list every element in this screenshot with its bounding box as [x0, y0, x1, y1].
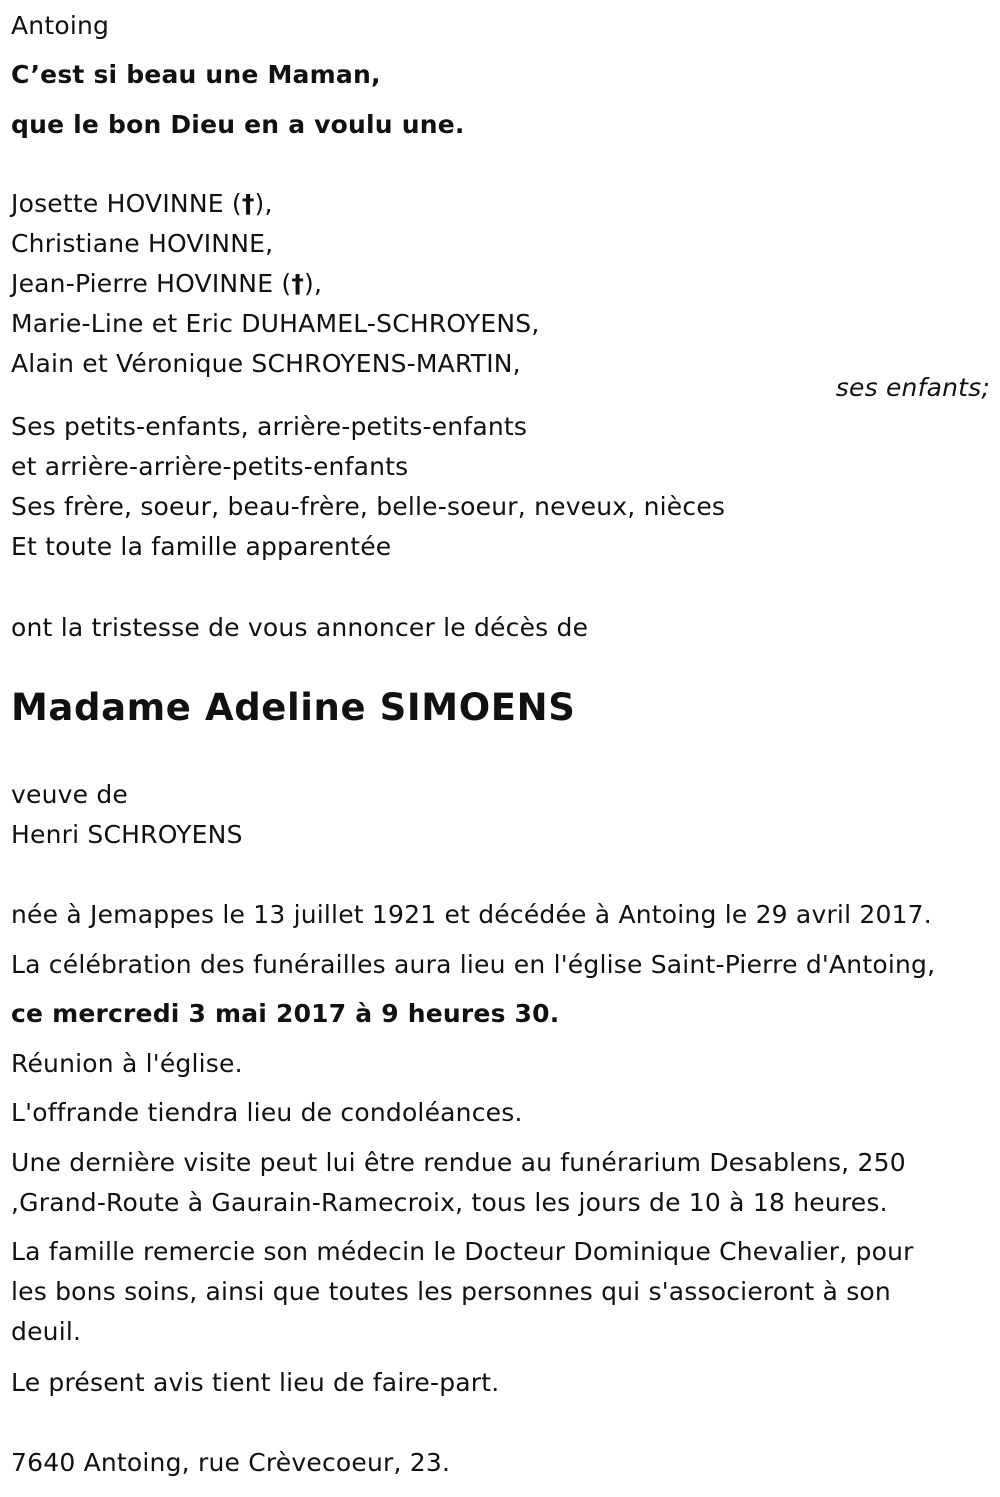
children-label: ses enfants;	[835, 373, 990, 402]
child-3: Jean-Pierre HOVINNE (†),	[11, 269, 323, 298]
offering: L'offrande tiendra lieu de condoléances.	[11, 1098, 523, 1127]
child-name: Jean-Pierre HOVINNE	[11, 269, 274, 298]
family-line-3: Ses frère, soeur, beau-frère, belle-soeur, neveux, nièces	[11, 492, 726, 521]
child-5: Alain et Véronique SCHROYENS-MARTIN,	[11, 349, 521, 378]
epigraph-line-1: C’est si beau une Maman,	[11, 60, 381, 89]
thanks-line-2: les bons soins, ainsi que toutes les personnes qui s'associeront à son	[11, 1277, 891, 1306]
cross-icon: †	[291, 269, 305, 298]
child-2: Christiane HOVINNE,	[11, 229, 274, 258]
epigraph-line-2: que le bon Dieu en a voulu une.	[11, 110, 465, 139]
address: 7640 Antoing, rue Crèvecoeur, 23.	[11, 1448, 451, 1477]
family-line-2: et arrière-arrière-petits-enfants	[11, 452, 409, 481]
spouse-name: Henri SCHROYENS	[11, 820, 243, 849]
visit-line-2: ,Grand-Route à Gaurain-Ramecroix, tous les jours de 10 à 18 heures.	[11, 1188, 888, 1217]
thanks-line-1: La famille remercie son médecin le Docteur Dominique Chevalier, pour	[11, 1237, 914, 1266]
announcement: ont la tristesse de vous annoncer le décès de	[11, 613, 589, 642]
visit-line-1: Une dernière visite peut lui être rendue au funérarium Desablens, 250	[11, 1148, 906, 1177]
funeral-place: La célébration des funérailles aura lieu en l'église Saint-Pierre d'Antoing,	[11, 950, 936, 979]
gathering: Réunion à l'église.	[11, 1049, 243, 1078]
family-line-1: Ses petits-enfants, arrière-petits-enfants	[11, 412, 528, 441]
birth-death: née à Jemappes le 13 juillet 1921 et décédée à Antoing le 29 avril 2017.	[11, 900, 932, 929]
thanks-line-3: deuil.	[11, 1317, 82, 1346]
notice: Le présent avis tient lieu de faire-part.	[11, 1368, 500, 1397]
child-name: Josette HOVINNE	[11, 189, 224, 218]
deceased-name: Madame Adeline SIMOENS	[11, 686, 576, 729]
location-header: Antoing	[11, 11, 110, 40]
child-1: Josette HOVINNE (†),	[11, 189, 273, 218]
cross-icon: †	[241, 189, 255, 218]
family-line-4: Et toute la famille apparentée	[11, 532, 392, 561]
widow-of-label: veuve de	[11, 780, 128, 809]
funeral-time: ce mercredi 3 mai 2017 à 9 heures 30.	[11, 999, 560, 1028]
child-4: Marie-Line et Eric DUHAMEL-SCHROYENS,	[11, 309, 540, 338]
